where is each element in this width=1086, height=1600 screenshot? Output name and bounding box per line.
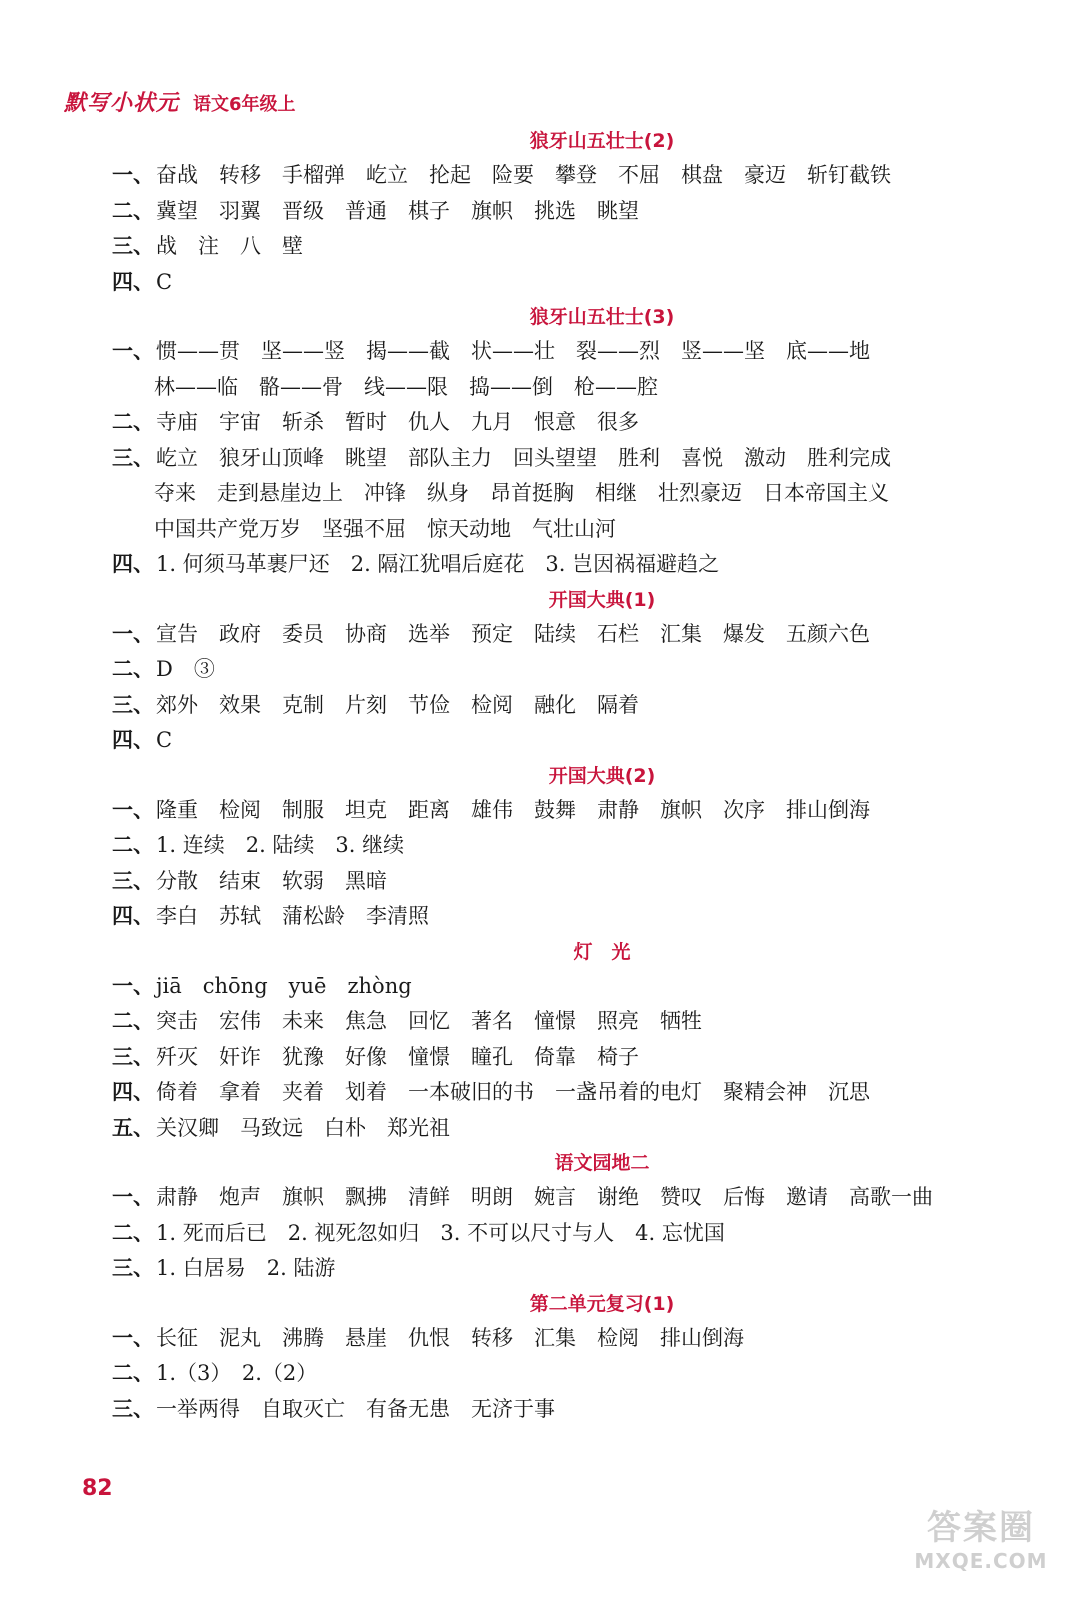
page-number: 82 (82, 1476, 113, 1501)
item-marker: 一、 (112, 973, 154, 998)
answer-text: 李白 苏轼 蒲松龄 李清照 (156, 904, 429, 928)
item-marker: 三、 (112, 445, 154, 470)
brand-logo: 默写小状元 (64, 91, 180, 116)
section-title: 狼牙山五壮士(3) (529, 306, 675, 328)
answer-line (112, 969, 1012, 1005)
item-marker: 三、 (112, 1044, 154, 1069)
answer-text: 林——临 骼——骨 线——限 捣——倒 枪——腔 (154, 374, 658, 399)
answer-text: 夺来 走到悬崖边上 冲锋 纵身 昂首挺胸 相继 壮烈豪迈 日本帝国主义 (154, 481, 889, 505)
item-marker: 三、 (112, 868, 154, 893)
item-marker: 五、 (112, 1115, 154, 1140)
answer-line (112, 476, 1012, 512)
item-marker: 一、 (112, 1185, 154, 1209)
watermark-logo (906, 1500, 1056, 1580)
answer-line (112, 1251, 1012, 1287)
answer-text: 寺庙 宇宙 斩杀 暂时 仇人 九月 恨意 很多 (156, 410, 639, 434)
item-marker: 四、 (112, 1080, 154, 1104)
answer-text: 1. 死而后已 2. 视死忽如归 3. 不可以尺寸与人 4. 忘忧国 (156, 1220, 725, 1245)
answer-text: 冀望 羽翼 晋级 普通 棋子 旗帜 挑选 眺望 (156, 198, 639, 223)
answer-text: 肃静 炮声 旗帜 飘拂 清鲜 明朗 婉言 谢绝 赞叹 后悔 邀请 高歌一曲 (156, 1185, 933, 1209)
answer-line (112, 864, 1012, 900)
answer-text: 突击 宏伟 未来 焦急 回忆 著名 憧憬 照亮 牺牲 (156, 1009, 702, 1033)
item-marker: 四、 (112, 728, 154, 752)
watermark-top: 答案圈 (927, 1508, 1035, 1548)
answer-line (112, 194, 1012, 230)
answer-line (112, 334, 1012, 370)
answer-line (112, 512, 1012, 548)
item-marker: 一、 (112, 339, 154, 363)
item-marker: 二、 (112, 1009, 154, 1033)
item-marker: 三、 (112, 1396, 154, 1421)
answer-text: 1. 何须马革裹尸还 2. 隔江犹唱后庭花 3. 岂因祸福避趋之 (156, 552, 720, 576)
answer-text: 隆重 检阅 制服 坦克 距离 雄伟 鼓舞 肃静 旗帜 次序 排山倒海 (156, 797, 870, 822)
answer-text: 宣告 政府 委员 协商 选举 预定 陆续 石栏 汇集 爆发 五颜六色 (156, 621, 870, 646)
answer-text: 中国共产党万岁 坚强不屈 惊天动地 气壮山河 (154, 516, 616, 541)
item-marker: 四、 (112, 552, 154, 576)
section-title: 狼牙山五壮士(2) (529, 130, 675, 152)
section-title: 开国大典(1) (548, 588, 656, 611)
answer-text: 郊外 效果 克制 片刻 节俭 检阅 融化 隔着 (156, 692, 639, 717)
answer-text: 分散 结束 软弱 黑暗 (156, 868, 387, 893)
section-title: 第二单元复习(1) (529, 1292, 675, 1315)
answer-line (112, 370, 1012, 406)
answer-line (112, 265, 1012, 301)
item-marker: 四、 (112, 269, 154, 294)
item-marker: 三、 (112, 1256, 154, 1280)
answer-line (112, 1356, 1012, 1392)
item-marker: 二、 (112, 657, 154, 681)
answer-text: jiā chōng yuē zhòng (156, 973, 412, 998)
item-marker: 二、 (112, 198, 154, 223)
answer-line (112, 405, 1012, 441)
answer-text: 屹立 狼牙山顶峰 眺望 部队主力 回头望望 胜利 喜悦 激动 胜利完成 (156, 445, 891, 470)
item-marker: 四、 (112, 904, 154, 928)
section-title: 语文园地二 (554, 1152, 650, 1174)
subject-label: 语文6年级上 (193, 94, 296, 115)
answer-text: D ③ (156, 657, 215, 681)
item-marker: 二、 (112, 1220, 154, 1245)
answer-line (112, 1392, 1012, 1428)
answer-line (112, 441, 1012, 477)
answer-line (112, 1040, 1012, 1076)
answer-line (112, 158, 1012, 194)
answer-text: 1. 连续 2. 陆续 3. 继续 (156, 833, 405, 857)
page-header (64, 86, 296, 117)
answer-text: C (156, 728, 173, 752)
answer-line (112, 229, 1012, 265)
item-marker: 一、 (112, 797, 154, 822)
answer-line (112, 547, 1012, 583)
answer-text: 惯——贯 坚——竖 揭——截 状——壮 裂——烈 竖——坚 底——地 (156, 339, 870, 363)
watermark-bottom: MXQE.COM (914, 1549, 1048, 1573)
item-marker: 二、 (112, 1361, 154, 1385)
answer-content (112, 124, 1012, 1427)
answer-text: 1.（3） 2.（2） (156, 1361, 318, 1385)
answer-line (112, 1216, 1012, 1252)
item-marker: 一、 (112, 621, 154, 646)
answer-line (112, 1180, 1012, 1216)
item-marker: 三、 (112, 692, 154, 717)
section-title: 开国大典(2) (548, 764, 656, 787)
answer-line (112, 793, 1012, 829)
answer-line (112, 899, 1012, 935)
answer-line (112, 828, 1012, 864)
answer-line (112, 723, 1012, 759)
answer-text: 歼灭 奸诈 犹豫 好像 憧憬 瞳孔 倚靠 椅子 (156, 1044, 639, 1069)
answer-text: C (156, 269, 173, 294)
answer-text: 关汉卿 马致远 白朴 郑光祖 (156, 1115, 450, 1140)
answer-text: 一举两得 自取灭亡 有备无患 无济于事 (156, 1396, 555, 1421)
answer-text: 1. 白居易 2. 陆游 (156, 1256, 336, 1280)
item-marker: 一、 (112, 163, 154, 187)
answer-text: 战 注 八 壁 (156, 234, 303, 258)
item-marker: 一、 (112, 1325, 154, 1350)
answer-line (112, 1111, 1012, 1147)
item-marker: 二、 (112, 833, 154, 857)
item-marker: 三、 (112, 234, 154, 258)
answer-text: 奋战 转移 手榴弹 屹立 抡起 险要 攀登 不屈 棋盘 豪迈 斩钉截铁 (156, 163, 891, 187)
answer-line (112, 1321, 1012, 1357)
section-title: 灯 光 (573, 940, 631, 963)
answer-line (112, 652, 1012, 688)
item-marker: 二、 (112, 410, 154, 434)
answer-text: 长征 泥丸 沸腾 悬崖 仇恨 转移 汇集 检阅 排山倒海 (156, 1325, 744, 1350)
answer-line (112, 688, 1012, 724)
answer-line (112, 1004, 1012, 1040)
answer-text: 倚着 拿着 夹着 划着 一本破旧的书 一盏吊着的电灯 聚精会神 沉思 (156, 1080, 870, 1104)
answer-line (112, 617, 1012, 653)
answer-line (112, 1075, 1012, 1111)
